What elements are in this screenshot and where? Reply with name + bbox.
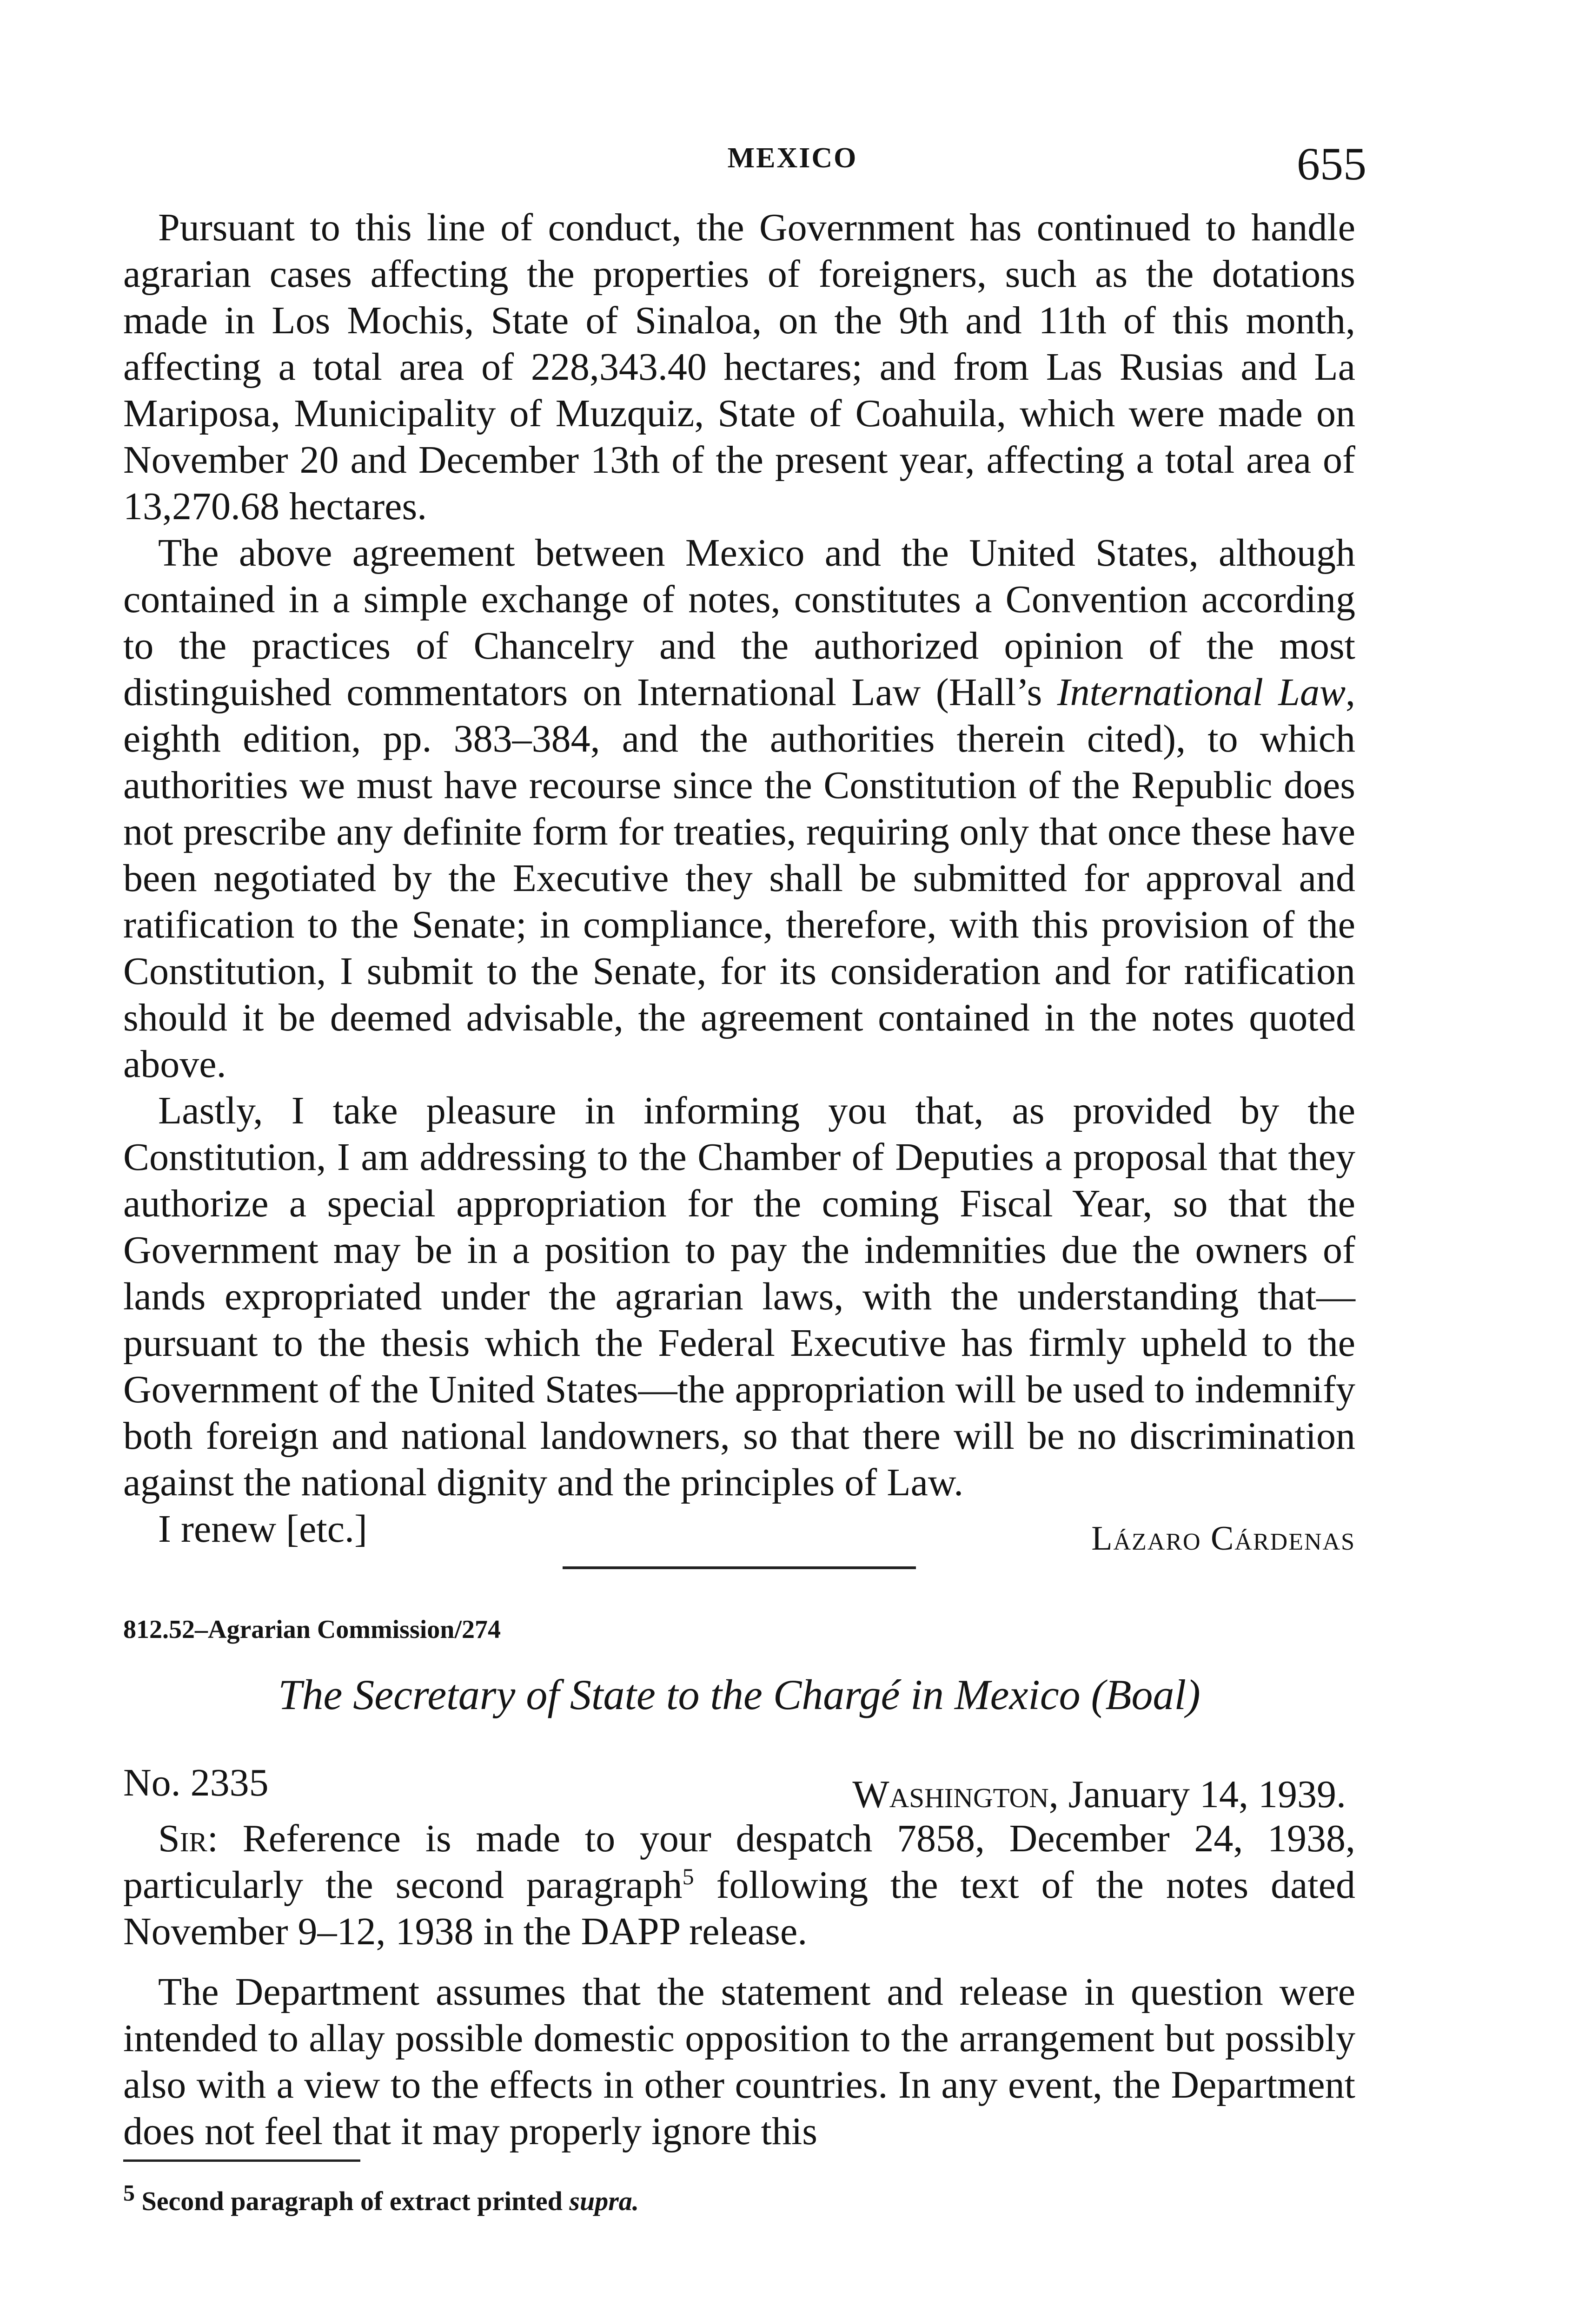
- page-body: [123, 205, 1355, 2218]
- footnote-reference: 5: [682, 1863, 694, 1889]
- file-reference: 812.52–Agrarian Commission/274: [123, 1615, 501, 1644]
- paragraph-2-text-b: , eighth edition, pp. 383–384, and the authorities therein cited), to which authorities we must have recourse since the Constitution of the Republic does not prescribe any definite form for treaties, requiring only that once these have been negotiated by the Executive they shall be submitted for approval and ratification to the Senate; in compliance, therefore, with this provision of the Constitution, I submit to the Senate, for its consideration and for ratification should it be deemed advisable, the agreement contained in the notes quoted above.: [123, 671, 1355, 1086]
- running-head: MEXICO: [727, 142, 858, 174]
- paragraph-2: [123, 530, 1355, 1088]
- page-header: [0, 137, 1585, 193]
- footnote-text: Second paragraph of extract printed: [135, 2186, 570, 2216]
- footnote-divider: [123, 2159, 360, 2162]
- footnote-italic: supra.: [569, 2186, 639, 2216]
- book-title: International Law: [1057, 671, 1346, 714]
- signature: Lázaro Cárdenas: [1091, 1519, 1355, 1558]
- closing: [123, 1506, 1355, 1557]
- page-number: 655: [1297, 138, 1366, 190]
- letter-paragraph-1-text-b: following the text of the notes dated November 9–12, 1938 in the DAPP release.: [123, 1863, 1355, 1953]
- paragraph-1: Pursuant to this line of conduct, the Government has continued to handle agrarian cases affecting the properties of foreigners, such as the dotations made in Los Mochis, State of Sinaloa, on the 9th and 11th of this month, affecting a total area of 228,343.40 hectares; and from Las Rusias and La Mariposa, Municipality of Muzquiz, State of Coahuila, which were made on November 20 and December 13th of the present year, affecting a total area of 13,270.68 hectares.: [123, 206, 1355, 528]
- document-number: No. 2335: [123, 1761, 269, 1804]
- document-title: The Secretary of State to the Chargé in Mexico (Boal): [278, 1671, 1200, 1718]
- letter-paragraph-2: The Department assumes that the statement and release in question were intended to allay possible domestic opposition to the arrangement but possibly also with a view to the effects in other countries. In any event, the Department does not feel that it may properly ignore this: [123, 1970, 1355, 2153]
- dateline: [123, 1760, 1355, 1816]
- renew-text: I renew [etc.]: [158, 1507, 368, 1551]
- date-text: , January 14, 1939.: [1048, 1773, 1346, 1816]
- letter-paragraph-1-text-a: : Reference is made to your despatch 7858, December 24, 1938, particularly the second paragraph: [123, 1817, 1355, 1907]
- paragraph-2-text-a: The above agreement between Mexico and the United States, although contained in a simple exchange of notes, constitutes a Convention according to the practices of Chancelry and the authorized opinion of the most distinguished commentators on International Law (Hall’s: [123, 531, 1355, 714]
- salutation: Sir: [158, 1817, 207, 1860]
- document-date: [852, 1771, 1346, 1818]
- section-divider: [563, 1566, 916, 1569]
- place-name: Washington: [852, 1773, 1049, 1816]
- footnote: [123, 2179, 1355, 2218]
- letter-paragraph-1: [123, 1816, 1355, 1955]
- footnote-mark: 5: [123, 2179, 135, 2206]
- paragraph-3: Lastly, I take pleasure in informing you that, as provided by the Constitution, I am addressing to the Chamber of Deputies a proposal that they authorize a special appropriation for the coming Fiscal Year, so that the Government may be in a position to pay the indemnities due the owners of lands expropriated under the agrarian laws, with the understanding that—pursuant to the thesis which the Federal Executive has firmly upheld to the Government of the United States—the appropriation will be used to indemnify both foreign and national landowners, so that there will be no discrimination against the national dignity and the principles of Law.: [123, 1089, 1355, 1504]
